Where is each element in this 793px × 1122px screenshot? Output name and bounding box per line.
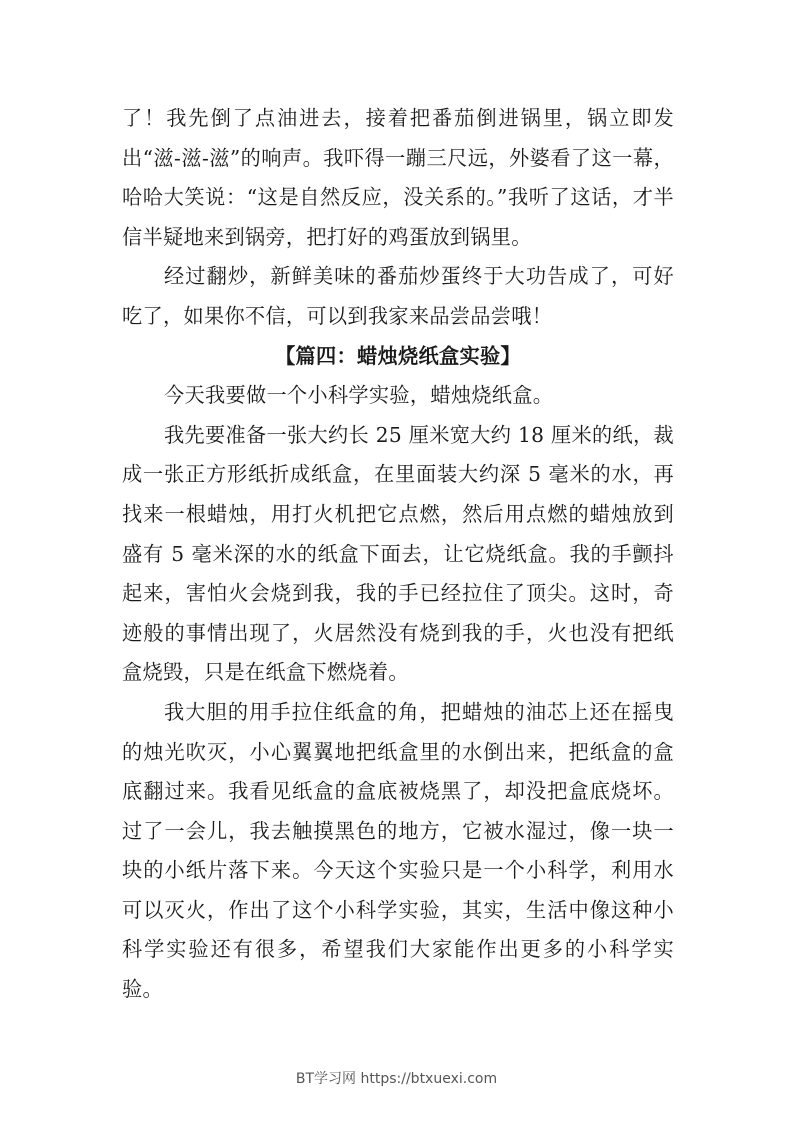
paragraph-tomato-egg-conclusion: 经过翻炒，新鲜美味的番茄炒蛋终于大功告成了，可好吃了，如果你不信，可以到我家来品尝品尝哦！ — [122, 264, 674, 328]
paragraph-intro: 今天我要做一个小科学实验，蜡烛烧纸盒。 — [164, 383, 554, 408]
footer-watermark: BT学习网 https://btxuexi.com — [295, 1071, 498, 1087]
paragraph-procedure: 我先要准备一张大约长 25 厘米宽大约 18 厘米的纸，裁成一张正方形纸折成纸盒，在里面装大约深 5 毫米的水，再找来一根蜡烛，用打火机把它点燃，然后用点燃的蜡烛放到盛有 5 毫米深的水的纸盒下面去，让它烧纸盒。我的手颤抖起来，害怕火会烧到我，我的手已经拉住了顶尖。这时，奇迹般的事情出现了，火居然没有烧到我的手，火也没有把纸盒烧毁，只是在纸盒下燃烧着。 — [122, 422, 674, 685]
section-heading: 【篇四：蜡烛烧纸盒实验】 — [275, 343, 521, 368]
document-page — [122, 99, 674, 1010]
paragraph-continuation: 了！我先倒了点油进去，接着把番茄倒进锅里，锅立即发出“滋-滋-滋”的响声。我吓得一蹦三尺远，外婆看了这一幕，哈哈大笑说：“这是自然反应，没关系的。”我听了这话，才半信半疑地来到锅旁，把打好的鸡蛋放到锅里。 — [122, 106, 674, 249]
paragraph-result: 我大胆的用手拉住纸盒的角，把蜡烛的油芯上还在摇曳的烛光吹灭，小心翼翼地把纸盒里的水倒出来，把纸盒的盒底翻过来。我看见纸盒的盒底被烧黑了，却没把盒底烧坏。过了一会儿，我去触摸黑色的地方，它被水湿过，像一块一块的小纸片落下来。今天这个实验只是一个小科学，利用水可以灭火，作出了这个小科学实验，其实，生活中像这种小科学实验还有很多，希望我们大家能作出更多的小科学实验。 — [122, 699, 674, 1002]
